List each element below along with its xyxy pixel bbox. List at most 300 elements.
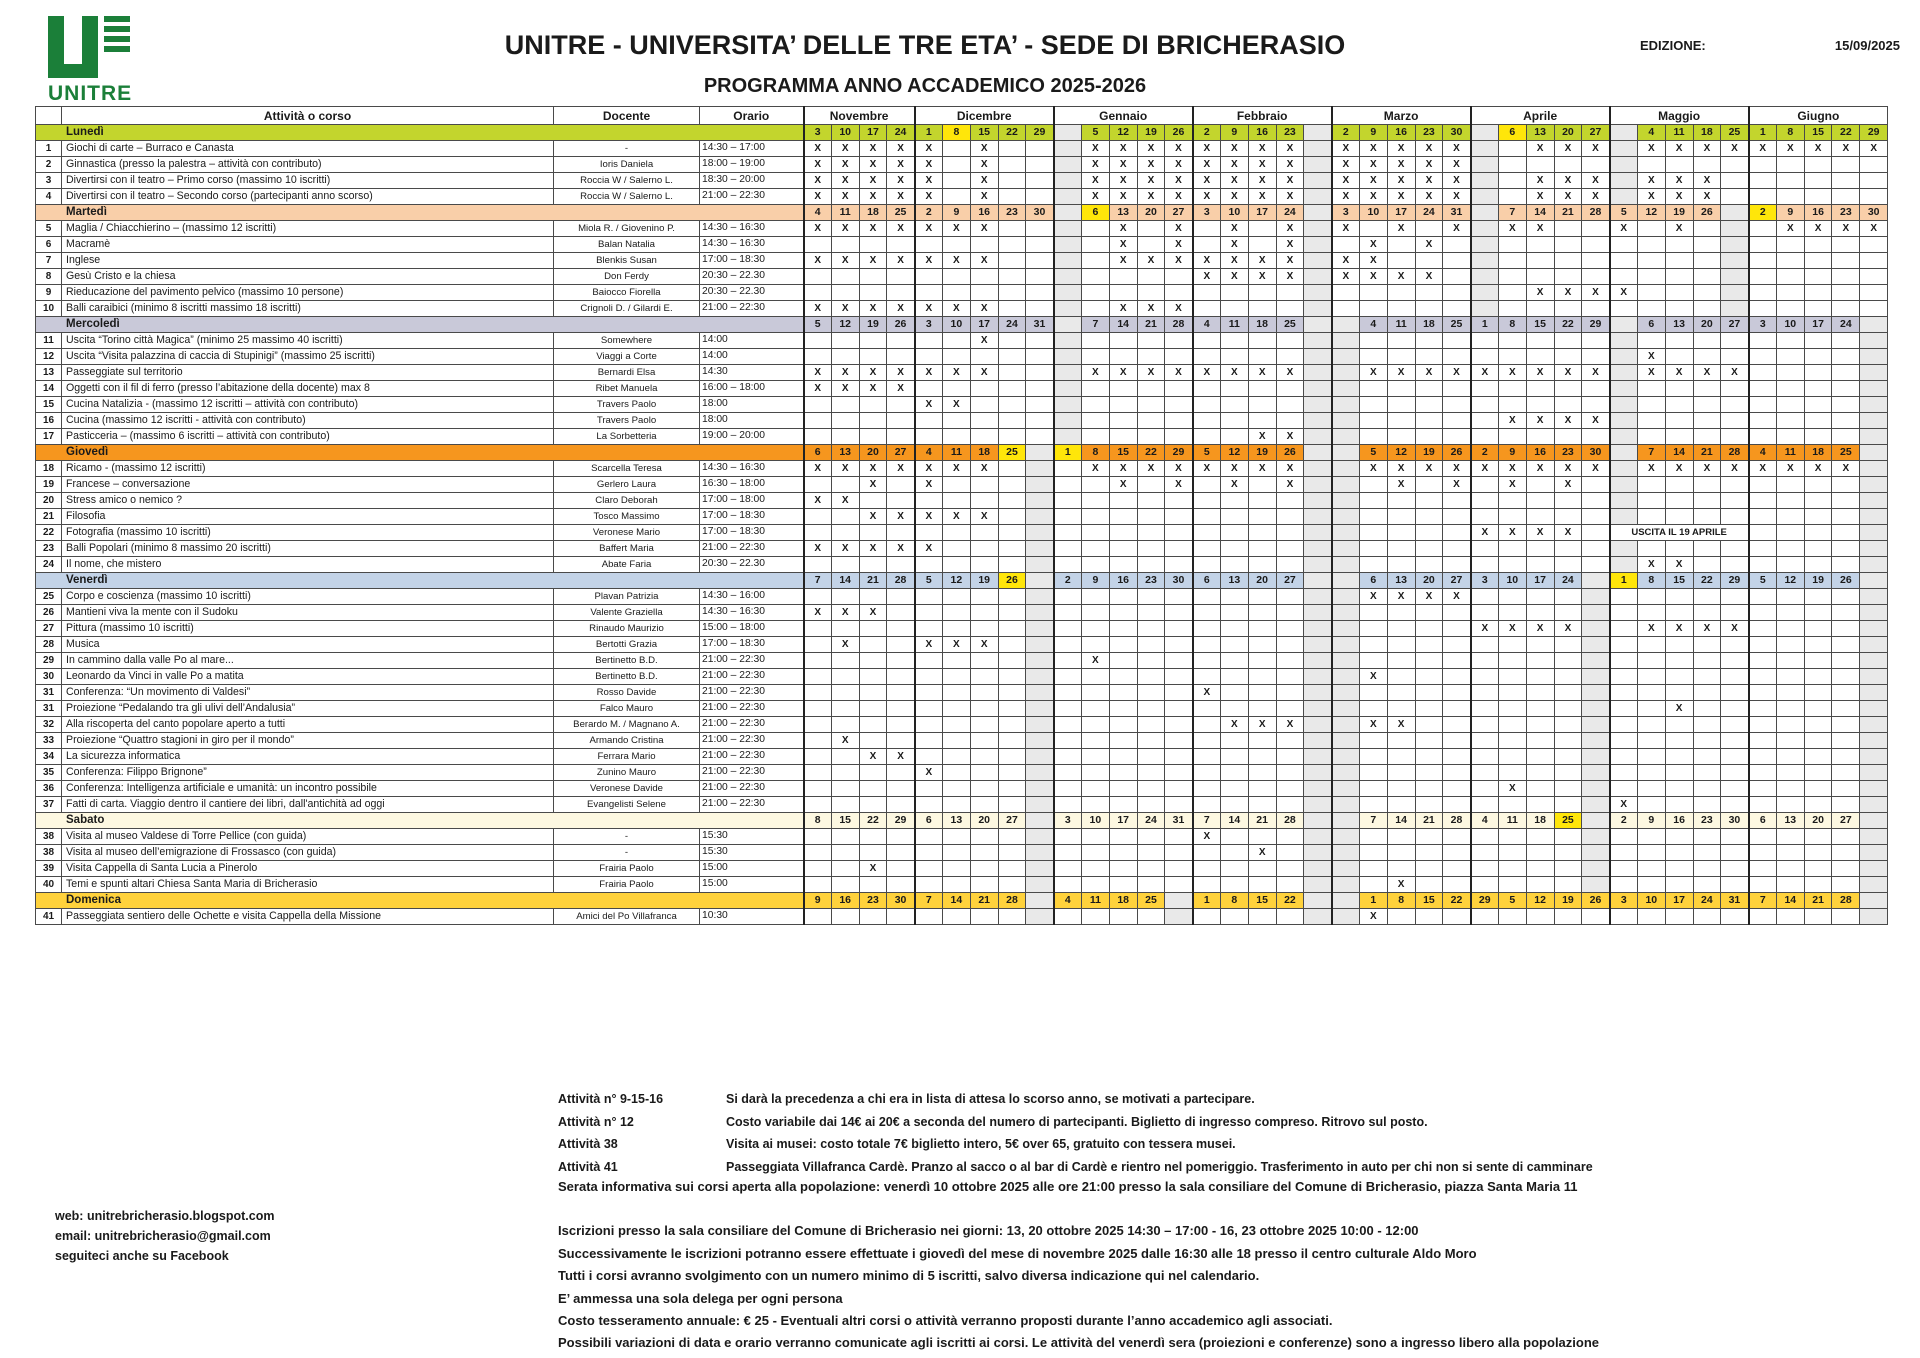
empty-date-cell [1526,877,1554,893]
empty-date-cell [1387,797,1415,813]
empty-date-cell [1721,429,1749,445]
band-date-cell: 22 [1443,893,1471,909]
x-mark-cell: X [1832,461,1860,477]
empty-date-cell [1832,509,1860,525]
empty-date-cell [1471,589,1499,605]
empty-date-cell [1220,381,1248,397]
x-mark-cell: X [1193,189,1221,205]
empty-date-cell [1749,269,1777,285]
edition-label: EDIZIONE: [1640,38,1706,53]
empty-date-cell [859,397,887,413]
empty-date-cell [970,653,998,669]
empty-date-cell [1220,429,1248,445]
empty-date-cell [1109,749,1137,765]
x-mark-cell: X [1582,413,1610,429]
x-mark-cell: X [1526,365,1554,381]
empty-date-cell [1471,749,1499,765]
empty-date-cell [1026,461,1054,477]
band-date-cell: 12 [1387,445,1415,461]
activity-number: 7 [36,253,62,269]
empty-date-cell [859,653,887,669]
x-mark-cell: X [1359,141,1387,157]
empty-date-cell [1526,349,1554,365]
activity-row [36,397,1888,413]
empty-date-cell [998,541,1026,557]
empty-date-cell [942,749,970,765]
empty-date-cell [942,829,970,845]
empty-date-cell [1832,333,1860,349]
band-date-cell: 12 [942,573,970,589]
empty-date-cell [1165,797,1193,813]
empty-date-cell [915,605,943,621]
empty-date-cell [1776,285,1804,301]
band-filler-cell [1054,317,1082,333]
edition-date: 15/09/2025 [1834,38,1900,53]
empty-date-cell [1498,861,1526,877]
x-mark-cell: X [1165,477,1193,493]
empty-date-cell [1776,685,1804,701]
x-mark-cell: X [1804,141,1832,157]
empty-date-cell [1776,493,1804,509]
empty-date-cell [1804,909,1832,925]
empty-date-cell [1304,733,1332,749]
teacher-name: La Sorbetteria [554,429,700,445]
empty-date-cell [1276,829,1304,845]
empty-date-cell [1165,685,1193,701]
empty-date-cell [1220,349,1248,365]
empty-date-cell [1304,557,1332,573]
band-date-cell: 21 [1804,893,1832,909]
empty-date-cell [1220,333,1248,349]
activity-name: In cammino dalla valle Po al mare... [62,653,554,669]
x-mark-cell: X [1415,141,1443,157]
empty-date-cell [1081,429,1109,445]
empty-date-cell [859,525,887,541]
x-mark-cell: X [1165,173,1193,189]
empty-date-cell [831,621,859,637]
empty-date-cell [1415,285,1443,301]
empty-date-cell [1860,525,1888,541]
empty-date-cell [1443,621,1471,637]
empty-date-cell [1332,605,1360,621]
band-date-cell: 23 [1415,125,1443,141]
x-mark-cell: X [1137,157,1165,173]
empty-date-cell [1193,701,1221,717]
band-date-cell: 24 [1137,813,1165,829]
band-date-cell: 9 [1637,813,1665,829]
empty-date-cell [1804,717,1832,733]
empty-date-cell [804,397,832,413]
empty-date-cell [1610,605,1638,621]
empty-date-cell [1776,909,1804,925]
empty-date-cell [1387,349,1415,365]
empty-date-cell [1304,541,1332,557]
band-date-cell: 5 [1498,893,1526,909]
x-mark-cell: X [1109,189,1137,205]
time-column-header: Orario [700,107,804,125]
band-date-cell: 1 [1054,445,1082,461]
empty-date-cell [1304,829,1332,845]
empty-date-cell [1220,397,1248,413]
empty-date-cell [804,701,832,717]
empty-date-cell [1693,845,1721,861]
empty-date-cell [1693,781,1721,797]
empty-date-cell [998,829,1026,845]
empty-date-cell [1721,701,1749,717]
empty-date-cell [970,765,998,781]
empty-date-cell [1610,701,1638,717]
empty-date-cell [1498,845,1526,861]
empty-date-cell [1415,397,1443,413]
band-date-cell: 11 [1081,893,1109,909]
edition-block [1640,38,1900,53]
empty-date-cell [859,637,887,653]
x-mark-cell: X [942,253,970,269]
empty-date-cell [1471,349,1499,365]
activity-row [36,669,1888,685]
empty-date-cell [970,861,998,877]
empty-date-cell [1026,669,1054,685]
empty-date-cell [1304,717,1332,733]
empty-date-cell [1276,861,1304,877]
empty-date-cell [831,669,859,685]
x-mark-cell: X [1109,157,1137,173]
activity-number: 38 [36,829,62,845]
x-mark-cell: X [804,221,832,237]
empty-date-cell [1026,541,1054,557]
month-header-novembre: Novembre [804,107,915,125]
empty-date-cell [1276,349,1304,365]
empty-date-cell [831,269,859,285]
empty-date-cell [1137,237,1165,253]
empty-date-cell [1749,829,1777,845]
teacher-name: Valente Graziella [554,605,700,621]
empty-date-cell [1054,493,1082,509]
time-slot: 14:30 – 16:30 [700,237,804,253]
empty-date-cell [1054,413,1082,429]
x-mark-cell: X [1109,461,1137,477]
x-mark-cell: X [1415,173,1443,189]
empty-date-cell [1582,829,1610,845]
empty-date-cell [1415,413,1443,429]
band-date-cell: 10 [1498,573,1526,589]
empty-date-cell [1776,301,1804,317]
empty-date-cell [1415,861,1443,877]
band-date-cell: 18 [1693,125,1721,141]
empty-date-cell [1387,845,1415,861]
empty-date-cell [1109,653,1137,669]
empty-date-cell [1081,397,1109,413]
band-filler-cell [1471,125,1499,141]
empty-date-cell [1193,621,1221,637]
band-date-cell: 20 [1137,205,1165,221]
empty-date-cell [1693,349,1721,365]
empty-date-cell [1832,349,1860,365]
band-date-cell: 28 [1721,445,1749,461]
empty-date-cell [1137,765,1165,781]
band-filler-cell [1860,893,1888,909]
band-date-cell: 5 [1359,445,1387,461]
empty-date-cell [970,717,998,733]
empty-date-cell [887,333,915,349]
empty-date-cell [1165,349,1193,365]
x-mark-cell: X [915,189,943,205]
empty-date-cell [887,653,915,669]
empty-date-cell [1637,637,1665,653]
empty-date-cell [998,861,1026,877]
empty-date-cell [1665,589,1693,605]
empty-date-cell [1165,733,1193,749]
empty-date-cell [1526,541,1554,557]
activity-name: Rieducazione del pavimento pelvico (massimo 10 persone) [62,285,554,301]
activity-name: Oggetti con il fil di ferro (presso l’abitazione della docente) max 8 [62,381,554,397]
band-date-cell: 6 [1637,317,1665,333]
empty-date-cell [887,237,915,253]
activity-name: Visita al museo Valdese di Torre Pellice (con guida) [62,829,554,845]
empty-date-cell [1026,429,1054,445]
empty-date-cell [1860,173,1888,189]
empty-date-cell [1693,413,1721,429]
empty-date-cell [1081,477,1109,493]
empty-date-cell [1248,493,1276,509]
empty-date-cell [1193,797,1221,813]
teacher-name: Zunino Mauro [554,765,700,781]
empty-date-cell [1860,477,1888,493]
empty-date-cell [1693,909,1721,925]
band-date-cell: 3 [1471,573,1499,589]
empty-date-cell [1054,845,1082,861]
empty-date-cell [804,637,832,653]
empty-date-cell [942,861,970,877]
empty-date-cell [887,781,915,797]
empty-date-cell [1554,429,1582,445]
empty-date-cell [1193,717,1221,733]
x-mark-cell: X [1582,365,1610,381]
x-mark-cell: X [1582,173,1610,189]
empty-date-cell [1443,301,1471,317]
x-mark-cell: X [1109,141,1137,157]
empty-date-cell [1332,333,1360,349]
band-filler-cell [1860,573,1888,589]
band-date-cell: 18 [1109,893,1137,909]
empty-date-cell [1582,733,1610,749]
empty-date-cell [1054,429,1082,445]
x-mark-cell: X [1776,461,1804,477]
x-mark-cell: X [1109,237,1137,253]
empty-date-cell [1860,829,1888,845]
band-date-cell: 8 [804,813,832,829]
empty-date-cell [1359,525,1387,541]
empty-date-cell [1304,157,1332,173]
empty-date-cell [1359,653,1387,669]
x-mark-cell: X [1637,557,1665,573]
empty-date-cell [859,557,887,573]
teacher-name: Abate Faria [554,557,700,573]
empty-date-cell [1193,861,1221,877]
empty-date-cell [1137,397,1165,413]
empty-date-cell [1665,861,1693,877]
empty-date-cell [1276,541,1304,557]
empty-date-cell [1582,589,1610,605]
empty-date-cell [1137,685,1165,701]
empty-date-cell [1610,685,1638,701]
empty-date-cell [1526,301,1554,317]
empty-date-cell [1860,413,1888,429]
x-mark-cell: X [1665,365,1693,381]
empty-date-cell [1248,701,1276,717]
empty-date-cell [1832,669,1860,685]
x-mark-cell: X [1498,365,1526,381]
band-date-cell: 17 [1804,317,1832,333]
x-mark-cell: X [804,141,832,157]
x-mark-cell: X [1248,429,1276,445]
empty-date-cell [804,509,832,525]
x-mark-cell: X [1637,365,1665,381]
empty-date-cell [1526,701,1554,717]
empty-date-cell [1554,797,1582,813]
empty-date-cell [1248,381,1276,397]
empty-date-cell [1498,173,1526,189]
empty-date-cell [1610,557,1638,573]
band-date-cell: 24 [1832,317,1860,333]
empty-date-cell [1610,413,1638,429]
band-filler-cell [1304,205,1332,221]
x-mark-cell: X [915,173,943,189]
empty-date-cell [1776,621,1804,637]
empty-date-cell [1026,605,1054,621]
empty-date-cell [1276,525,1304,541]
activity-number: 4 [36,189,62,205]
empty-date-cell [1332,365,1360,381]
empty-date-cell [1165,541,1193,557]
empty-date-cell [1332,557,1360,573]
empty-date-cell [915,333,943,349]
x-mark-cell: X [1165,141,1193,157]
activity-number: 8 [36,269,62,285]
band-date-cell: 12 [1109,125,1137,141]
x-mark-cell: X [1220,477,1248,493]
teacher-name: Scarcella Teresa [554,461,700,477]
empty-date-cell [1220,285,1248,301]
activity-row [36,541,1888,557]
x-mark-cell: X [1554,413,1582,429]
empty-date-cell [1026,333,1054,349]
empty-date-cell [1721,237,1749,253]
empty-date-cell [998,669,1026,685]
empty-date-cell [1832,605,1860,621]
empty-date-cell [1109,845,1137,861]
teacher-name: - [554,141,700,157]
x-mark-cell: X [1359,253,1387,269]
empty-date-cell [1665,749,1693,765]
empty-date-cell [1220,653,1248,669]
x-mark-cell: X [1165,221,1193,237]
empty-date-cell [1165,413,1193,429]
empty-date-cell [1081,349,1109,365]
band-date-cell: 12 [1637,205,1665,221]
empty-date-cell [1582,621,1610,637]
empty-date-cell [1332,237,1360,253]
empty-date-cell [1860,653,1888,669]
empty-date-cell [1415,749,1443,765]
empty-date-cell [831,749,859,765]
empty-date-cell [1721,557,1749,573]
empty-date-cell [942,413,970,429]
empty-date-cell [1026,381,1054,397]
band-date-cell: 6 [1081,205,1109,221]
x-mark-cell: X [1498,477,1526,493]
empty-date-cell [1804,877,1832,893]
empty-date-cell [1109,733,1137,749]
band-filler-cell [1304,573,1332,589]
empty-date-cell [1332,349,1360,365]
empty-date-cell [1081,765,1109,781]
teacher-name: Evangelisti Selene [554,797,700,813]
empty-date-cell [1415,605,1443,621]
empty-date-cell [1832,525,1860,541]
empty-date-cell [1804,637,1832,653]
activity-number: 18 [36,461,62,477]
empty-date-cell [1665,493,1693,509]
empty-date-cell [1165,589,1193,605]
empty-date-cell [1137,829,1165,845]
empty-date-cell [887,285,915,301]
band-date-cell: 23 [1693,813,1721,829]
empty-date-cell [1610,381,1638,397]
empty-date-cell [1332,653,1360,669]
info-paragraphs-block [558,1176,1599,1355]
x-mark-cell: X [942,221,970,237]
x-mark-cell: X [1471,461,1499,477]
empty-date-cell [1526,669,1554,685]
activity-name: Ricamo - (massimo 12 iscritti) [62,461,554,477]
empty-date-cell [1498,269,1526,285]
x-mark-cell: X [1415,269,1443,285]
x-mark-cell: X [1220,269,1248,285]
activity-name: Fatti di carta. Viaggio dentro il cantiere dei libri, dall'antichità ad oggi [62,797,554,813]
x-mark-cell: X [1387,189,1415,205]
empty-date-cell [1081,605,1109,621]
empty-date-cell [1526,845,1554,861]
empty-date-cell [1610,269,1638,285]
empty-date-cell [1860,493,1888,509]
x-mark-cell: X [1165,461,1193,477]
empty-date-cell [1220,845,1248,861]
band-date-cell: 25 [998,445,1026,461]
empty-date-cell [998,717,1026,733]
band-date-cell: 19 [1554,893,1582,909]
empty-date-cell [1582,301,1610,317]
empty-date-cell [1026,845,1054,861]
empty-date-cell [1776,509,1804,525]
empty-date-cell [1832,781,1860,797]
empty-date-cell [1248,829,1276,845]
x-mark-cell: X [1443,157,1471,173]
time-slot: 16:30 – 18:00 [700,477,804,493]
empty-date-cell [1109,637,1137,653]
empty-date-cell [1304,493,1332,509]
empty-date-cell [1054,525,1082,541]
band-date-cell: 5 [915,573,943,589]
empty-date-cell [1026,477,1054,493]
empty-date-cell [1610,621,1638,637]
activity-row [36,797,1888,813]
teacher-name: Baiocco Fiorella [554,285,700,301]
empty-date-cell [1137,525,1165,541]
empty-date-cell [1749,413,1777,429]
band-date-cell: 21 [1137,317,1165,333]
x-mark-cell: X [1443,589,1471,605]
